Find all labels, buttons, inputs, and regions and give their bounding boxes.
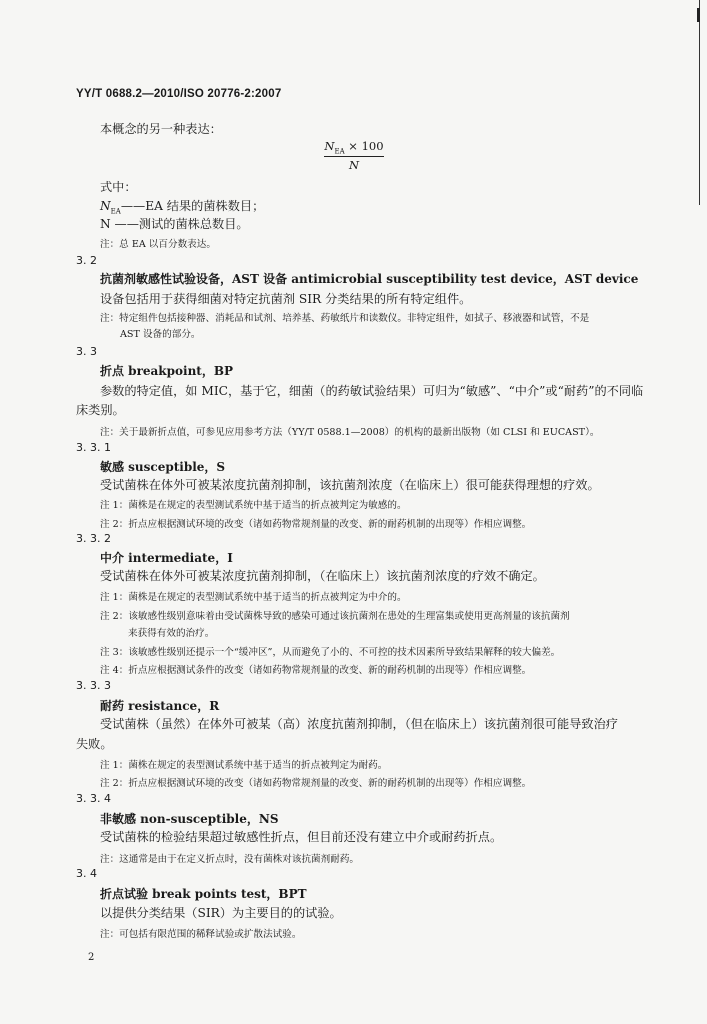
page-edge-mark [697,8,700,22]
page-number: 2 [88,952,95,963]
definition: 受试菌株在体外可被某浓度抗菌剂抑制，（在临床上）该抗菌剂浓度的疗效不确定。 [100,569,545,583]
where-note: 注：总 EA 以百分数表达。 [100,239,216,250]
definition: 以提供分类结果（SIR）为主要目的的试验。 [100,906,342,920]
term-heading: 折点试验 break points test，BPT [100,887,307,901]
note: AST 设备的部分。 [120,329,201,340]
note: 注 3：该敏感性级别还提示一个“缓冲区”，从而避免了小的、不可控的技术因素所导致结果解释的较大偏差。 [100,647,561,658]
term-heading: 耐药 resistance，R [100,699,220,713]
clause-number: 3. 3. 3 [76,679,111,692]
note: 来获得有效的治疗。 [128,628,215,639]
note: 注 1：菌株是在规定的表型测试系统中基于适当的折点被判定为敏感的。 [100,500,407,511]
note: 注：这通常是由于在定义折点时，没有菌株对该抗菌剂耐药。 [100,854,360,865]
term-heading: 敏感 susceptible，S [100,460,226,474]
note: 注 2：该敏感性级别意味着由受试菌株导致的感染可通过该抗菌剂在患处的生理富集或使用更高剂量的该抗菌剂 [100,611,570,622]
definition: 参数的特定值，如 MIC，基于它，细菌（的药敏试验结果）可归为“敏感”、“中介”或“耐药”的不同临 [100,384,644,398]
definition: 失败。 [76,737,113,751]
where-def-2: N ——测试的菌株总数目。 [100,217,249,231]
where-def-1: $N_{EA}——EA$ 结果的菌株数目； [100,199,265,216]
clause-number: 3. 4 [76,867,97,880]
document-header: YY/T 0688.2—2010/ISO 20776-2:2007 [76,88,282,100]
note: 注：特定组件包括接种器、消耗品和试剂、培养基、药敏纸片和读数仪。非特定组件，如拭子、移液器和试管，不是 [100,313,590,324]
note: 注 1：菌株在规定的表型测试系统中基于适当的折点被判定为耐药。 [100,760,388,771]
formula [324,139,384,172]
note: 注 2：折点应根据测试环境的改变（诸如药物常规剂量的改变、新的耐药机制的出现等）作相应调整。 [100,519,532,530]
definition: 床类别。 [76,403,125,417]
term-heading: 折点 breakpoint，BP [100,364,234,378]
clause-number: 3. 2 [76,254,97,267]
page-edge-line [699,0,700,205]
note: 注 1：菌株是在规定的表型测试系统中基于适当的折点被判定为中介的。 [100,592,407,603]
formula-intro: 本概念的另一种表达： [100,122,222,136]
note: 注 4：折点应根据测试条件的改变（诸如药物常规剂量的改变、新的耐药机制的出现等）作相应调整。 [100,665,532,676]
clause-number: 3. 3. 1 [76,441,111,454]
formula-numerator: $N_{EA} \times 100$ [324,139,384,156]
term-heading: 中介 intermediate，I [100,551,233,565]
clause-number: 3. 3. 2 [76,532,111,545]
where-label: 式中： [100,180,137,194]
definition: 设备包括用于获得细菌对特定抗菌剂 SIR 分类结果的所有特定组件。 [100,292,472,306]
definition: 受试菌株（虽然）在体外可被某（高）浓度抗菌剂抑制，（但在临床上）该抗菌剂很可能导致治疗 [100,717,618,731]
term-heading: 非敏感 non-susceptible，NS [100,812,279,826]
formula-denominator: N [348,158,360,173]
term-heading: 抗菌剂敏感性试验设备，AST 设备 antimicrobial susceptibility test device，AST device [100,272,639,286]
note: 注：关于最新折点值，可参见应用参考方法（YY/T 0588.1—2008）的机构的最新出版物（如 CLSI 和 EUCAST）。 [100,427,600,438]
clause-number: 3. 3 [76,345,97,358]
note: 注 2：折点应根据测试环境的改变（诸如药物常规剂量的改变、新的耐药机制的出现等）作相应调整。 [100,778,532,789]
definition: 受试菌株在体外可被某浓度抗菌剂抑制，该抗菌剂浓度（在临床上）很可能获得理想的疗效。 [100,478,600,492]
note: 注：可包括有限范围的稀释试验或扩散法试验。 [100,929,302,940]
clause-number: 3. 3. 4 [76,792,111,805]
definition: 受试菌株的检验结果超过敏感性折点，但目前还没有建立中介或耐药折点。 [100,830,503,844]
